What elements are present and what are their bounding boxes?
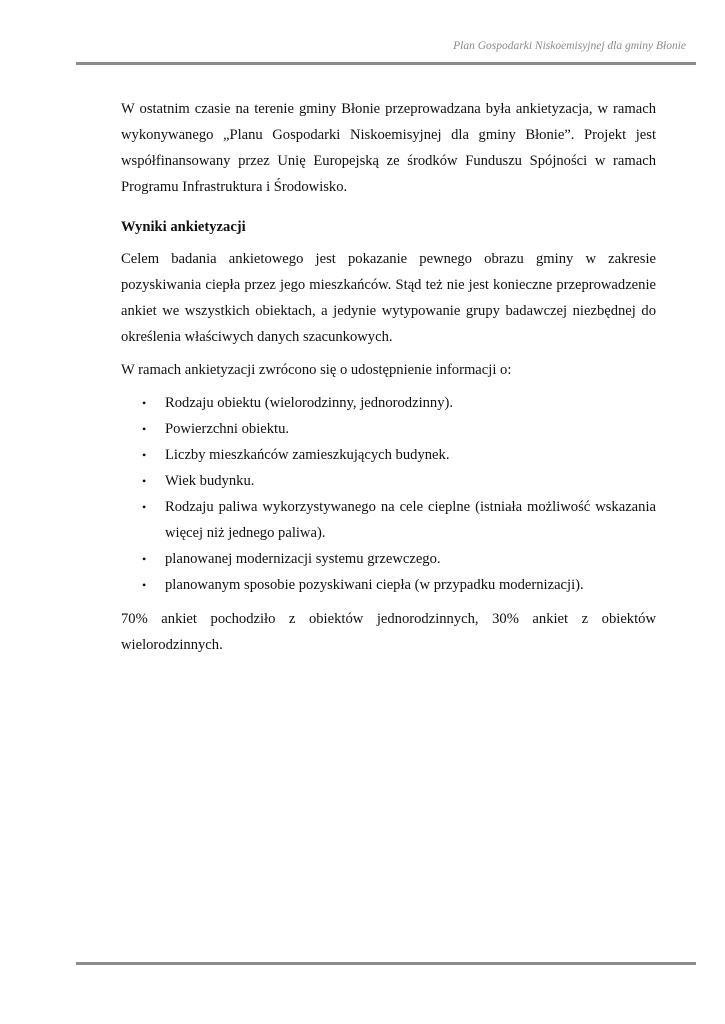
list-item xyxy=(121,442,656,468)
list-item xyxy=(121,494,656,546)
list-item-text: Liczby mieszkańców zamieszkujących budynek. xyxy=(165,447,450,463)
footer-rule xyxy=(76,962,696,965)
list-item xyxy=(121,572,656,598)
list-item-text: Powierzchni obiektu. xyxy=(165,421,290,437)
list-item-text: planowanym sposobie pozyskiwani ciepła (w przypadku modernizacji). xyxy=(165,577,584,593)
list-item-text: Rodzaju obiektu (wielorodzinny, jednorodzinny). xyxy=(165,395,454,411)
bullet-icon: • xyxy=(142,500,147,514)
bullet-icon: • xyxy=(142,552,147,566)
closing-paragraph: 70% ankiet pochodziło z obiektów jednorodzinnych, 30% ankiet z obiektów wielorodzinnych. xyxy=(121,611,656,653)
intro-paragraph: W ostatnim czasie na terenie gminy Błonie przeprowadzana była ankietyzacja, w ramach wykonywanego „Planu Gospodarki Niskoemisyjnej dla gminy Błonie”. Projekt jest współfinansowany przez Unię Europejską ze środków Funduszu Spójności w ramach Programu Infrastruktura i Środowisko. xyxy=(121,101,656,195)
list-item-text: Rodzaju paliwa wykorzystywanego na cele cieplne (istniała możliwość wskazania więcej niż jednego paliwa). xyxy=(165,499,656,541)
document-body xyxy=(121,96,656,658)
header-rule xyxy=(76,62,696,65)
list-item-text: Wiek budynku. xyxy=(165,473,255,489)
running-header: Plan Gospodarki Niskoemisyjnej dla gminy Błonie xyxy=(453,40,686,52)
list-intro: W ramach ankietyzacji zwrócono się o udostępnienie informacji o: xyxy=(121,362,512,378)
bullet-icon: • xyxy=(142,474,147,488)
bullet-icon: • xyxy=(142,578,147,592)
bullet-icon: • xyxy=(142,448,147,462)
list-item xyxy=(121,390,656,416)
list-item-text: planowanej modernizacji systemu grzewczego. xyxy=(165,551,441,567)
list-item xyxy=(121,468,656,494)
list-item xyxy=(121,416,656,442)
bullet-list xyxy=(121,390,656,598)
list-item xyxy=(121,546,656,572)
bullet-icon: • xyxy=(142,422,147,436)
bullet-icon: • xyxy=(142,396,147,410)
section-heading: Wyniki ankietyzacji xyxy=(121,219,246,235)
purpose-paragraph: Celem badania ankietowego jest pokazanie pewnego obrazu gminy w zakresie pozyskiwania ciepła przez jego mieszkańców. Stąd też nie jest konieczne przeprowadzenie ankiet we wszystkich obiektach, a jedynie wytypowanie grupy badawczej niezbędnej do określenia właściwych danych szacunkowych. xyxy=(121,251,656,345)
